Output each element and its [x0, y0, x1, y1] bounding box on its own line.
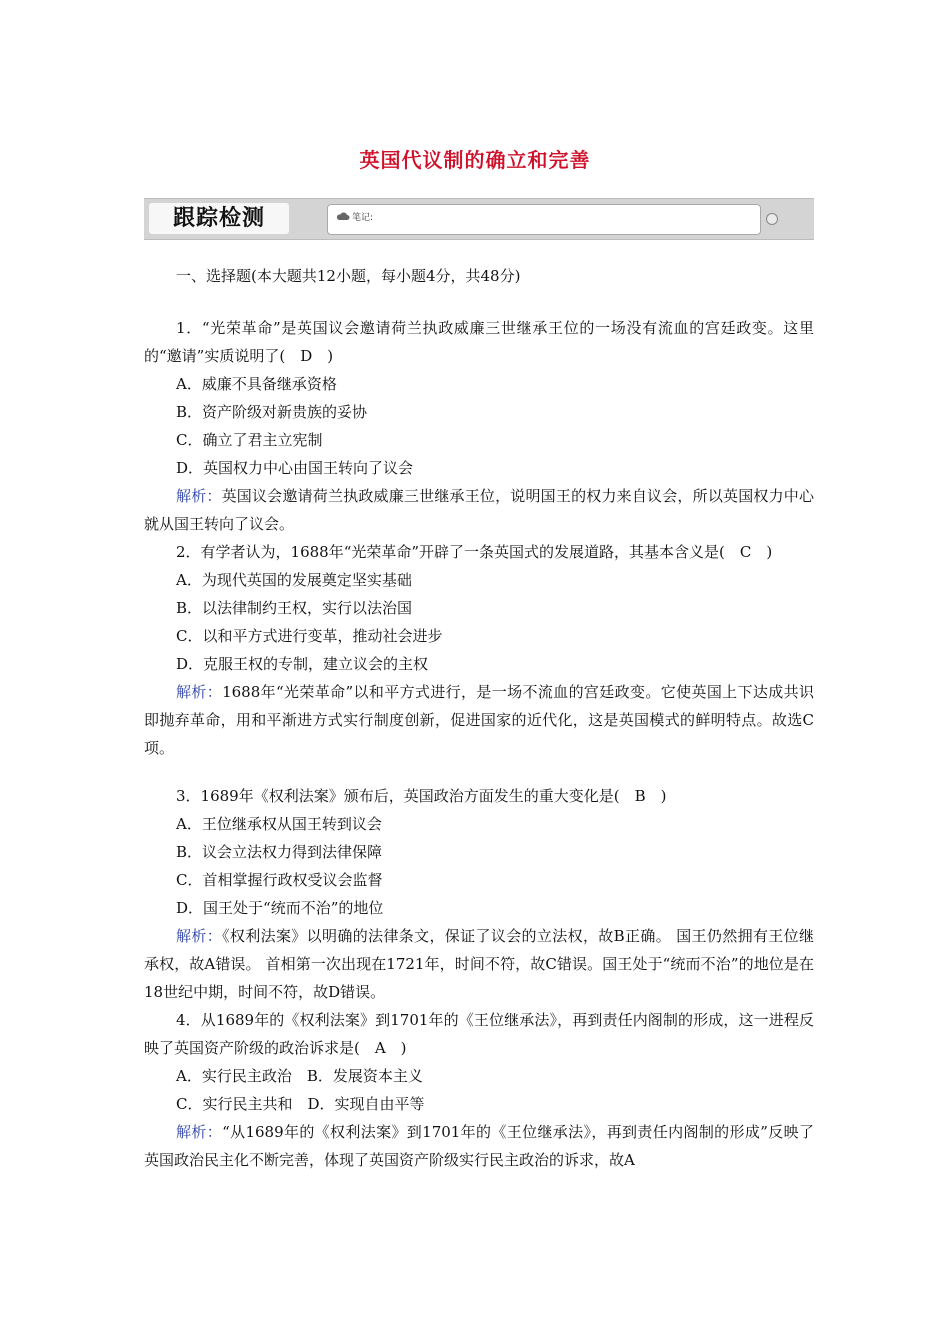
section-heading: 一、选择题(本大题共12小题，每小题4分，共48分) [176, 267, 521, 285]
analysis-label: 解析： [176, 487, 222, 505]
analysis-label: 解析： [176, 1123, 223, 1141]
option: A．威廉不具备继承资格 [176, 375, 337, 393]
analysis-label: 解析： [176, 683, 223, 701]
option: D．英国权力中心由国王转向了议会 [176, 459, 414, 477]
option: B．资产阶级对新贵族的妥协 [176, 403, 368, 421]
option: D．国王处于“统而不治”的地位 [176, 899, 384, 917]
option: C．确立了君主立宪制 [176, 431, 323, 449]
question-stem: 3．1689年《权利法案》颁布后，英国政治方面发生的重大变化是( B ) [176, 787, 667, 805]
question-4 [144, 1006, 814, 1174]
analysis-text: “从1689年的《权利法案》到1701年的《王位继承法》，再到责任内阁制的形成”反映了英国政治民主化不断完善，体现了英国资产阶级实行民主政治的诉求，故A [144, 1123, 814, 1169]
question-stem: 4．从1689年的《权利法案》到1701年的《王位继承法》，再到责任内阁制的形成，这一进程反映了英国资产阶级的政治诉求是( A ) [144, 1011, 814, 1057]
analysis-text: 1688年“光荣革命”以和平方式进行，是一场不流血的宫廷政变。它使英国上下达成共识即抛弃革命，用和平渐进方式实行制度创新，促进国家的近代化，这是英国模式的鲜明特点。故选C项。 [144, 683, 814, 757]
page-title: 英国代议制的确立和完善 [359, 148, 591, 172]
option: C．实行民主共和 D．实现自由平等 [176, 1095, 425, 1113]
analysis [144, 678, 814, 762]
note-input-box[interactable] [327, 204, 761, 235]
analysis [144, 482, 814, 538]
tracking-test-banner [144, 198, 814, 240]
analysis-text: 英国议会邀请荷兰执政威廉三世继承王位，说明国王的权力来自议会，所以英国权力中心就从国王转向了议会。 [144, 487, 814, 533]
option: A．王位继承权从国王转到议会 [176, 815, 382, 833]
option: A．为现代英国的发展奠定坚实基础 [176, 571, 412, 589]
analysis [144, 1118, 814, 1174]
cloud-icon [336, 212, 350, 221]
analysis-text: 《权利法案》以明确的法律条文，保证了议会的立法权，故B正确。 国王仍然拥有王位继承权，故A错误。 首相第一次出现在1721年，时间不符，故C错误。国王处于“统而不治”的地位是在18世纪中期，时间不符，故D错误。 [144, 927, 814, 1001]
option: B．以法律制约王权，实行以法治国 [176, 599, 413, 617]
note-label: 笔记: [352, 213, 374, 223]
option: C．首相掌握行政权受议会监督 [176, 871, 383, 889]
circle-button-icon[interactable] [766, 213, 778, 225]
question-stem: 2．有学者认为，1688年“光荣革命”开辟了一条英国式的发展道路，其基本含义是( C ) [176, 543, 773, 561]
question-stem: 1．“光荣革命”是英国议会邀请荷兰执政威廉三世继承王位的一场没有流血的宫廷政变。这里的“邀请”实质说明了( D ) [144, 319, 814, 365]
banner-label: 跟踪检测 [149, 203, 289, 234]
question-2 [144, 538, 814, 762]
question-content [144, 262, 814, 1174]
option: D．克服王权的专制，建立议会的主权 [176, 655, 429, 673]
analysis [144, 922, 814, 1006]
question-1 [144, 314, 814, 538]
option: B．议会立法权力得到法律保障 [176, 843, 383, 861]
question-3 [144, 782, 814, 1006]
analysis-label: 解析： [176, 927, 223, 945]
option: C．以和平方式进行变革，推动社会进步 [176, 627, 443, 645]
option: A．实行民主政治 B．发展资本主义 [176, 1067, 423, 1085]
